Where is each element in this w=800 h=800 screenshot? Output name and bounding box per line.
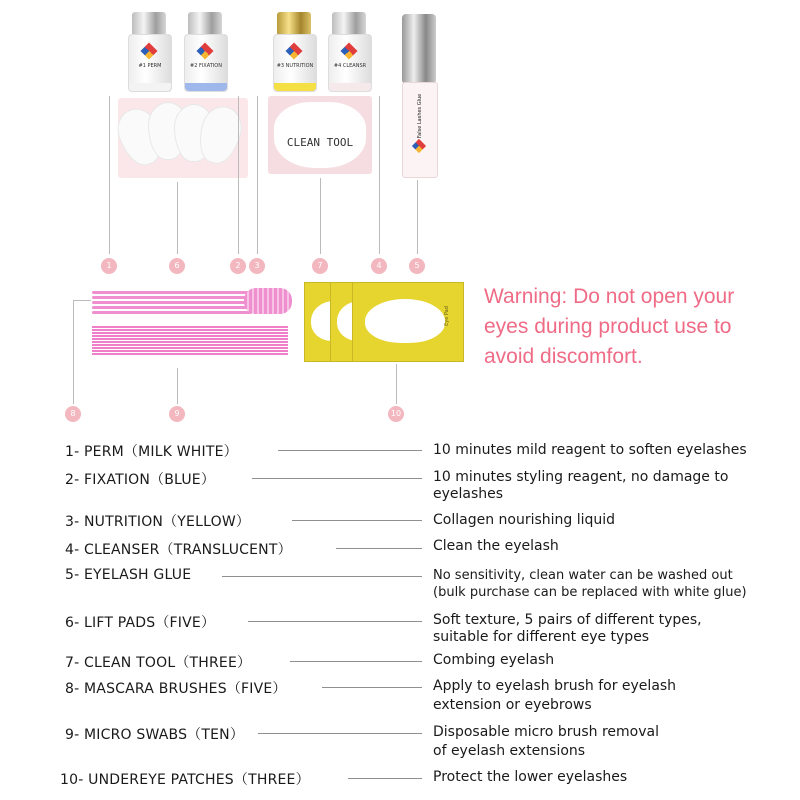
lift-pads bbox=[118, 98, 248, 178]
warning-text: Warning: Do not open your eyes during product use to avoid discomfort. bbox=[484, 285, 735, 368]
glue-tube: False Lashes Glue bbox=[402, 14, 436, 176]
fixation-bottle: #2 FIXATION bbox=[184, 12, 228, 94]
clean-tool-card: CLEAN TOOL bbox=[268, 96, 372, 174]
marker-8: 8 bbox=[65, 406, 81, 422]
nutrition-bottle: #3 NUTRITION bbox=[273, 12, 317, 94]
marker-2: 2 bbox=[230, 258, 246, 274]
marker-5: 5 bbox=[409, 258, 425, 274]
marker-3: 3 bbox=[249, 258, 265, 274]
marker-9: 9 bbox=[169, 406, 185, 422]
marker-1: 1 bbox=[101, 258, 117, 274]
marker-6: 6 bbox=[169, 258, 185, 274]
marker-4: 4 bbox=[371, 258, 387, 274]
cleanser-bottle: #4 CLEANSR bbox=[328, 12, 372, 94]
perm-bottle: #1 PERM bbox=[128, 12, 172, 94]
marker-10: 10 bbox=[388, 406, 404, 422]
marker-7: 7 bbox=[312, 258, 328, 274]
